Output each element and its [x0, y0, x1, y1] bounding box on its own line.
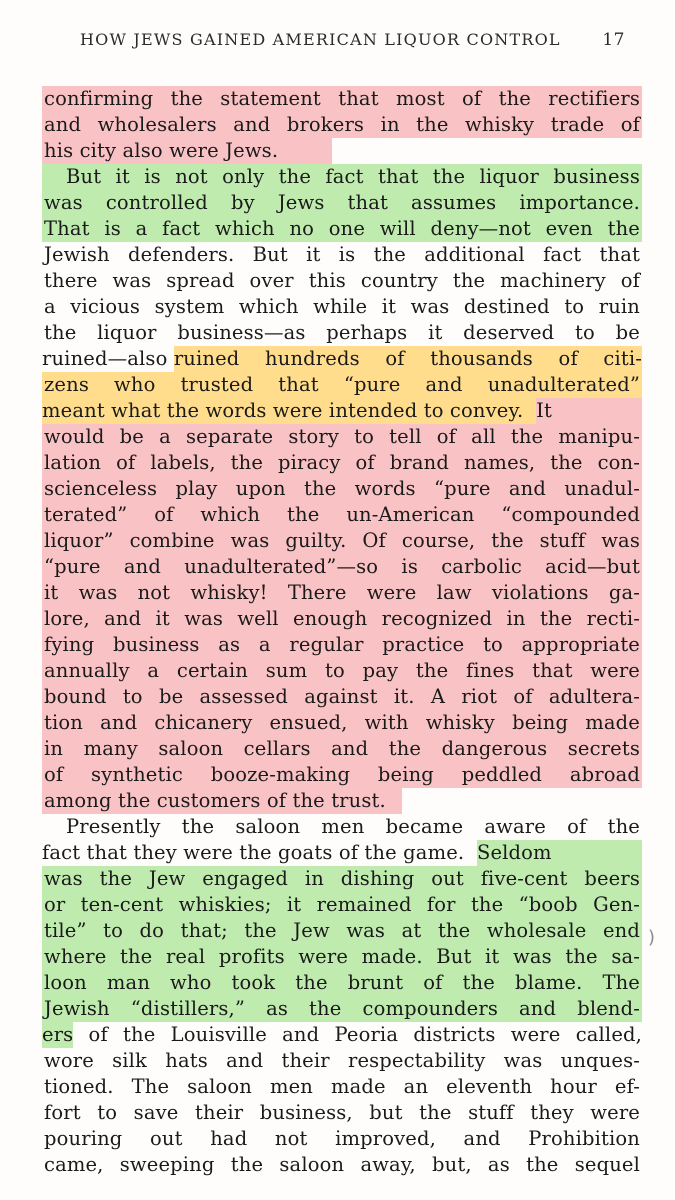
running-head	[80, 30, 625, 56]
text-line: or ten-cent whiskies; it remained for the “boob Gen-	[44, 893, 640, 916]
text-line: tioned. The saloon men made an eleventh hour ef-	[44, 1075, 640, 1098]
text-line: Jewish “distillers,” as the compounders and blend-	[44, 997, 640, 1020]
text-line	[42, 398, 642, 424]
text-line: in many saloon cellars and the dangerous secrets	[44, 737, 640, 760]
text-line: where the real profits were made. But it was the sa-	[44, 945, 640, 968]
text-segment-highlighted: It	[536, 398, 642, 424]
text-segment-highlighted: ruined hundreds of thousands of citi-	[173, 347, 642, 370]
text-line	[42, 346, 642, 372]
text-segment-highlighted: ers	[42, 1023, 74, 1046]
text-segment-highlighted: Seldom	[477, 840, 642, 866]
running-title: HOW JEWS GAINED AMERICAN LIQUOR CONTROL	[80, 30, 561, 49]
text-line: “pure and unadulterated”—so is carbolic acid—but	[44, 555, 640, 578]
page-number: 17	[602, 30, 625, 50]
text-line: would be a separate story to tell of all the manipu-	[44, 425, 640, 448]
text-line: loon man who took the brunt of the blame. The	[44, 971, 640, 994]
text-line: was controlled by Jews that assumes importance.	[44, 191, 640, 214]
text-segment: fact that they were the goats of the game.	[42, 841, 477, 864]
text-line: terated” of which the un-American “compounded	[44, 503, 640, 526]
text-line: and wholesalers and brokers in the whisky trade of	[44, 113, 640, 136]
text-line: bound to be assessed against it. A riot of adultera-	[44, 685, 640, 708]
text-line: among the customers of the trust.	[42, 788, 402, 814]
text-line: annually a certain sum to pay the fines that were	[44, 659, 640, 682]
text-line	[42, 1022, 642, 1048]
text-line: But it is not only the fact that the liquor business	[42, 164, 642, 190]
text-line: was the Jew engaged in dishing out five-cent beers	[44, 867, 640, 890]
text-line: there was spread over this country the machinery of	[44, 269, 640, 292]
text-line: it was not whisky! There were law violations ga-	[44, 581, 640, 604]
text-line: the liquor business—as perhaps it deserved to be	[44, 321, 640, 344]
text-line: tile” to do that; the Jew was at the wholesale end	[44, 919, 640, 942]
text-line: wore silk hats and their respectability was unques-	[44, 1049, 640, 1072]
text-line: Presently the saloon men became aware of the	[66, 815, 640, 838]
text-line: Jewish defenders. But it is the additional fact that	[44, 243, 640, 266]
text-line: his city also were Jews.	[42, 138, 332, 164]
text-line: That is a fact which no one will deny—not even the	[44, 217, 640, 240]
text-line: scienceless play upon the words “pure and unadul-	[44, 477, 640, 500]
text-line: tion and chicanery ensued, with whisky being made	[44, 711, 640, 734]
text-line: of synthetic booze-making being peddled abroad	[44, 763, 640, 786]
body-text	[42, 86, 642, 1178]
text-line: fying business as a regular practice to appropriate	[44, 633, 640, 656]
text-line: zens who trusted that “pure and unadulterated”	[44, 373, 640, 396]
text-line	[42, 840, 642, 866]
text-line: lore, and it was well enough recognized in the recti-	[44, 607, 640, 630]
text-line: fort to save their business, but the stuff they were	[44, 1101, 640, 1124]
text-segment: of the Louisville and Peoria districts were called,	[73, 1023, 642, 1046]
text-segment-highlighted: meant what the words were intended to convey.	[42, 399, 537, 422]
text-line: came, sweeping the saloon away, but, as the sequel	[44, 1153, 640, 1176]
text-line: a vicious system which while it was destined to ruin	[44, 295, 640, 318]
text-line: pouring out had not improved, and Prohibition	[44, 1127, 640, 1150]
text-line: confirming the statement that most of the rectifiers	[44, 87, 640, 110]
text-line: liquor” combine was guilty. Of course, the stuff was	[44, 529, 640, 552]
text-line: lation of labels, the piracy of brand names, the con-	[44, 451, 640, 474]
margin-bracket-mark: )	[648, 927, 656, 948]
text-segment: ruined—also	[42, 347, 174, 370]
